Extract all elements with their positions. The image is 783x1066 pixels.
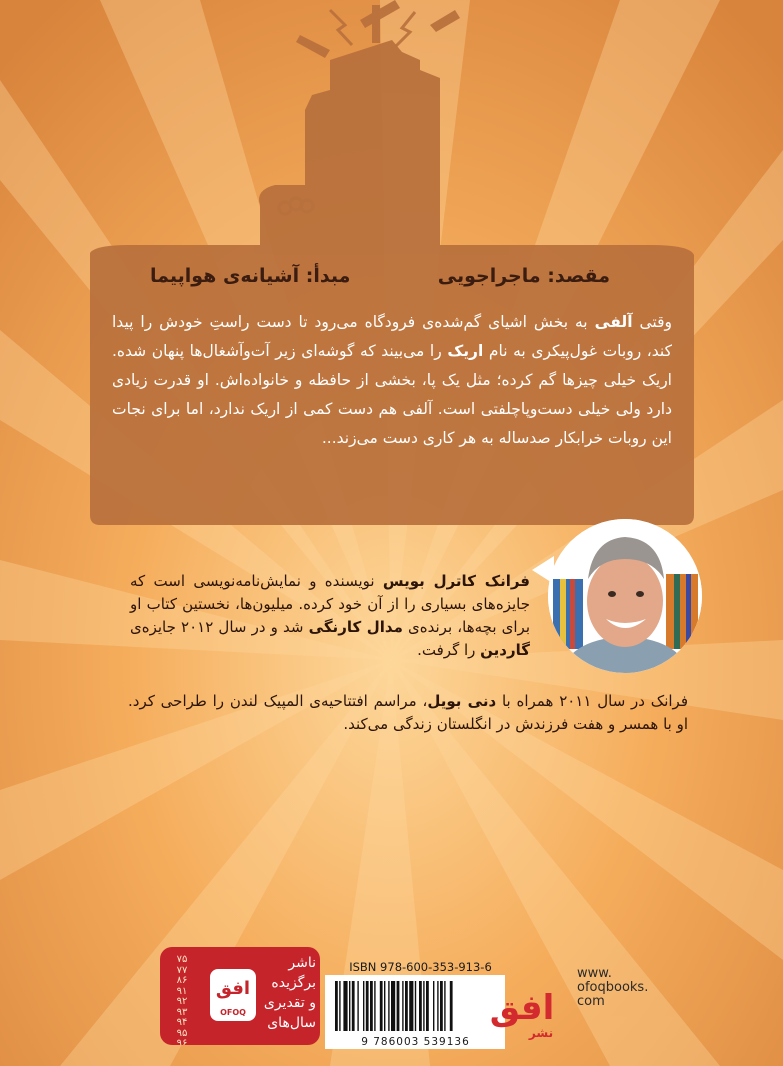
- award-year: ۹۲: [176, 996, 188, 1007]
- award-line: سال‌های: [267, 1015, 316, 1031]
- bio-award-carnegie: مدال کارنگی: [308, 618, 403, 636]
- author-bio: [130, 570, 530, 662]
- award-caption: [260, 953, 316, 1033]
- isbn-text: ISBN 978-600-353-913-6: [349, 960, 492, 974]
- ofoq-publisher-logo: [487, 975, 557, 1045]
- barcode-bar: [366, 981, 369, 1031]
- synopsis-part: را می‌بیند که گوشه‌ای زیر آت‌وآشغال‌ها پنهان شده. اریک خیلی چیزها گم کرده؛ مثل یک پا، بخشی از حافظه و خانواده‌اش. او قدرت زیادی دارد ولی خیلی دست‌وپاچلفتی است. آلفی هم دست کمی از اریک ندارد، اما برای نجات این روبات خرابکار صدساله به هر کاری دست می‌زند...: [112, 342, 672, 447]
- barcode-bar: [437, 981, 438, 1031]
- website-line: ofoqbooks.: [577, 980, 649, 995]
- award-year: ۷۵: [176, 954, 188, 965]
- synopsis-name-alfie: آلفی: [594, 313, 633, 331]
- award-year: ۹۶: [176, 1038, 188, 1045]
- seal-subtext: OFOQ: [220, 1008, 246, 1017]
- barcode-bar: [450, 981, 453, 1031]
- award-line: و تقدیری: [263, 995, 316, 1011]
- barcode-bar: [433, 981, 434, 1031]
- barcode-bar: [388, 981, 389, 1031]
- barcode-bar: [380, 981, 383, 1031]
- author-photo: [548, 519, 702, 673]
- award-line: برگزیده: [271, 975, 316, 991]
- award-year: ۷۷: [176, 964, 188, 976]
- barcode-bar: [374, 981, 375, 1031]
- route-line: [150, 258, 610, 294]
- barcode-number: 9 786003 539136: [361, 1036, 470, 1048]
- barcode-bar: [405, 981, 408, 1031]
- barcode-bar: [357, 981, 358, 1031]
- bio-part: را گرفت.: [417, 641, 481, 659]
- barcode-bar: [352, 981, 355, 1031]
- barcode-bar: [423, 981, 424, 1031]
- author-name: فرانک کاترل بویس: [382, 572, 531, 590]
- barcode-bars: [325, 975, 505, 1035]
- seal-text: افق: [215, 978, 251, 999]
- barcode-bar: [397, 981, 400, 1031]
- barcode-bar: [440, 981, 443, 1031]
- barcode-bar: [419, 981, 422, 1031]
- barcode-bar: [335, 981, 338, 1031]
- destination-label: مقصد: ماجراجویی: [437, 265, 610, 287]
- barcode-bar: [426, 981, 429, 1031]
- barcode-bar: [415, 981, 416, 1031]
- barcode-bar: [363, 981, 364, 1031]
- award-year: ۸۶: [176, 975, 188, 986]
- synopsis-part: وقتی: [632, 313, 672, 331]
- award-year: ۹۴: [176, 1017, 188, 1028]
- ofoq-seal-logo: [210, 969, 256, 1021]
- barcode-bar: [409, 981, 413, 1031]
- website-address[interactable]: [577, 967, 697, 1009]
- barcode-bar: [349, 981, 350, 1031]
- synopsis-name-eric: اریک: [447, 342, 484, 360]
- logo-sub-text: نشر: [528, 1026, 554, 1040]
- bio-part: نویسنده و نمایش‌نامه‌نویسی است که جایزه‌های بسیاری را از آن خود کرده. میلیون‌ها، نخستین کتاب او برای بچه‌ها، برنده‌ی: [130, 572, 530, 636]
- bio-part: فرانک در سال ۲۰۱۱ همراه با: [496, 692, 688, 710]
- award-line: ناشر: [288, 955, 316, 971]
- synopsis-text: [112, 308, 672, 453]
- barcode-bar: [370, 981, 373, 1031]
- barcode-bar: [384, 981, 385, 1031]
- author-bio-continued: [128, 690, 688, 736]
- bio-part: ، مراسم افتتاحیه‌ی المپیک لندن را طراحی کرد. او با همسر و هفت فرزندش در انگلستان زندگی می‌کند.: [128, 692, 688, 733]
- publisher-award-badge: [160, 947, 320, 1045]
- barcode-bar: [444, 981, 445, 1031]
- barcode-bar: [402, 981, 403, 1031]
- barcode-bar: [391, 981, 395, 1031]
- bio-part: شد و در سال ۲۰۱۲ جایزه‌ی: [130, 618, 309, 636]
- award-year: ۹۳: [176, 1006, 188, 1018]
- bio-award-guardian: گاردین: [480, 641, 530, 659]
- award-years-list: [168, 955, 196, 1045]
- bio-name-danny: دنی بویل: [427, 692, 497, 710]
- award-year: ۹۵: [176, 1027, 188, 1039]
- barcode-bar: [343, 981, 347, 1031]
- barcode-bar: [339, 981, 340, 1031]
- website-line: com: [577, 994, 605, 1009]
- award-year: ۹۱: [176, 985, 188, 997]
- logo-main-text: افق: [489, 988, 555, 1028]
- synopsis-part: به بخش اشیای گم‌شده‌ی فرودگاه می‌رود تا دست راستِ خودش را پیدا کند، روبات غول‌پیکری به نام: [112, 313, 672, 360]
- website-line: www.: [577, 966, 612, 981]
- origin-label: مبدأ: آشیانه‌ی هواپیما: [150, 265, 351, 287]
